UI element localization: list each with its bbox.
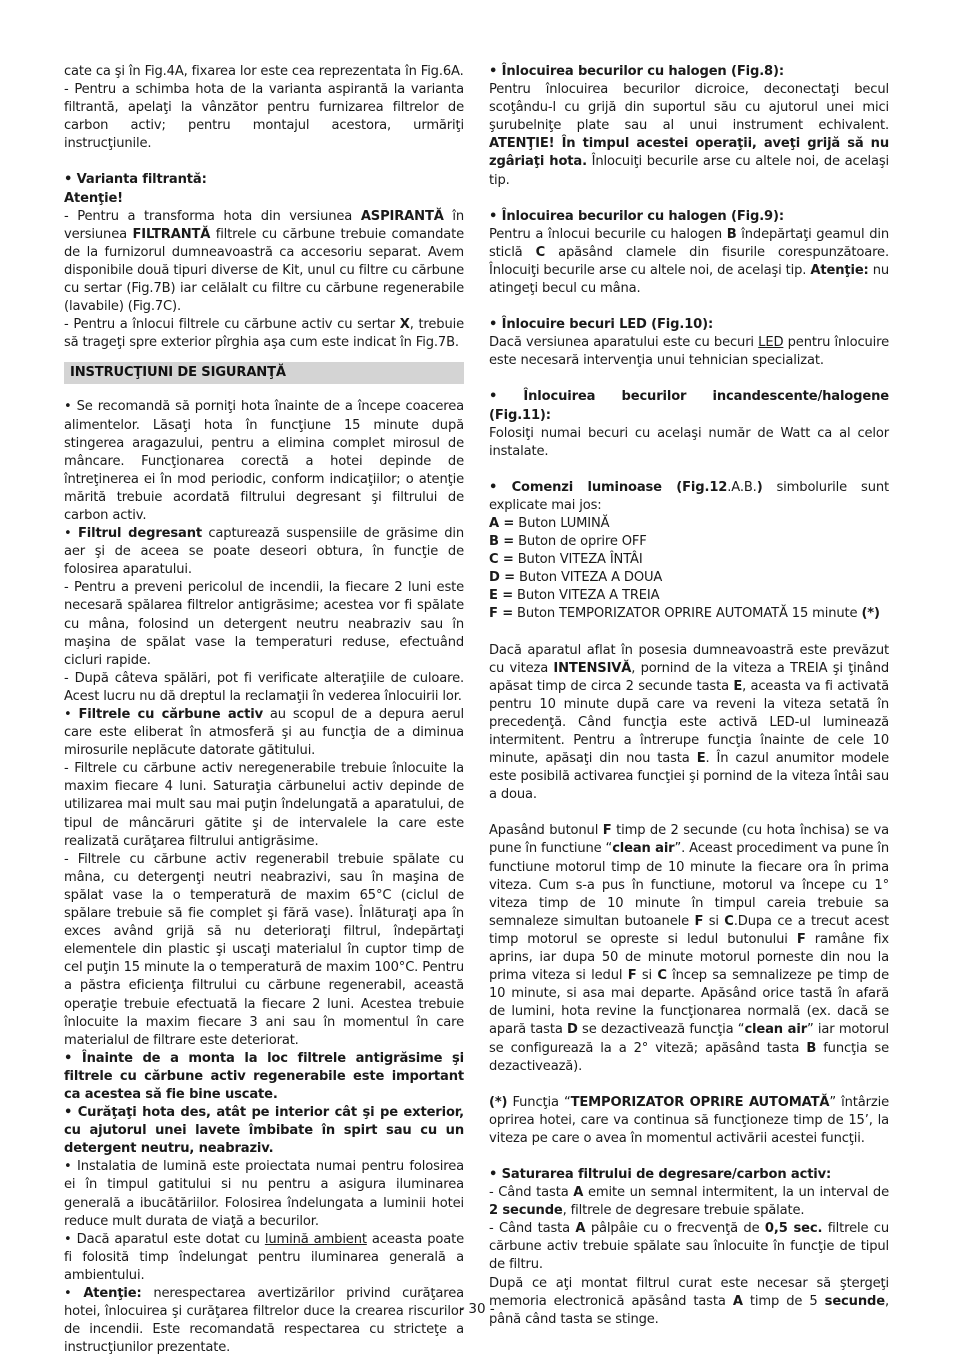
paragraph: - Pentru a preveni pericolul de incendii, la fiecare 2 luni este necesară spălarea filtrelor antigrăsime; acestea vor fi spălate cu mâna, folosind un detergent neutru neabraziv sau în maşina de spălat vase la temperaturi reduse, efectuând cicluri rapide. bbox=[64, 580, 464, 668]
section-title: • Înlocuire becuri LED (Fig.10): bbox=[489, 317, 714, 333]
paragraph: Pentru a înlocui becurile cu halogen B îndepărtaţi geamul din sticlă C apăsând clamele din fisurile corespunzătoare. Înlocuiţi becurile arse cu altele noi, de acelaşi tip. Atenţie: nu atingeţi becul cu mâna. bbox=[489, 226, 889, 297]
paragraph: După ce aţi montat filtrul curat este necesar să ştergeţi memoria electronică apăsând tasta A timp de 5 secunde, până când tasta se stinge. bbox=[489, 1275, 889, 1327]
paragraph: cate ca şi în Fig.4A, fixarea lor este cea reprezentata în Fig.6A. bbox=[64, 64, 464, 79]
paragraph: - Pentru a înlocui filtrele cu cărbune activ cu sertar X, trebuie să trageţi spre exterior pîrghia aşa cum este indicat în Fig.7B. bbox=[64, 317, 464, 351]
safety-heading: INSTRUCŢIUNI DE SIGURANŢĂ bbox=[64, 362, 464, 384]
section-title: • Înlocuirea becurilor incandescente/halogene (Fig.11): bbox=[489, 389, 889, 423]
paragraph: • Instalatia de lumină este proiectata numai pentru folosirea ei în timpul gatitului si nu pentru a asigura iluminarea generală a ibucătăriilor. Folosirea îndelungata a luminii hotei reduce mult durata de viaţă a becurilor. bbox=[64, 1159, 464, 1229]
paragraph: - Filtrele cu cărbune activ regenerabil trebuie spălate cu mâna, cu detergenţi neutri neabrazivi, sau în maşina de spălat vase la o temperatură de maxim 65°C (ciclul de spălare trebuie să fie complet şi fără vase). Înlăturaţi apa în exces având grijă să nu deterioraţi filtrul, îndepărtaţi elementele din plastic şi uscaţi materialul în cuptor timp de cel puţin 15 minute la o temperatură de maxim 100°C. Pentru a păstra eficienţa filtrului cu cărbune regenerabil, această operaţie trebuie efectuată la fiecare 2 luni. Acestea trebuie înlocuite la maxim fiecare 3 ani sau în momentul în care materialul de filtrare este deteriorat. bbox=[64, 851, 464, 1048]
button-legend-item: F = Buton TEMPORIZATOR OPRIRE AUTOMATĂ 15 minute (*) bbox=[489, 606, 880, 622]
paragraph: - Când tasta A emite un semnal intermitent, la un interval de 2 secunde, filtrele de degresare trebuie spălate. bbox=[489, 1185, 889, 1219]
button-legend-item: B = Buton de oprire OFF bbox=[489, 534, 647, 550]
paragraph: - Pentru a transforma hota din versiunea ASPIRANTĂ în versiunea FILTRANTĂ filtrele cu cărbune trebuie comandate de la furnizorul dumneavoastră ca accesoriu separat. Avem disponibile două tipuri diverse de Kit, unul cu filtre cu cărbune cu sertar (Fig.7B) iar celălalt cu filtre cu cărbune regenerabile (lavabile) (Fig.7C). bbox=[64, 208, 465, 315]
paragraph: • Curăţaţi hota des, atât pe interior cât şi pe exterior, cu ajutorul unei lavete îmbibate în spirt sau cu un detergent neutru, neabraziv. bbox=[64, 1105, 464, 1157]
left-column bbox=[64, 63, 464, 1357]
paragraph: Dacă versiunea aparatului este cu becuri LED pentru înlocuire este necesară intervenţia unui tehnician specializat. bbox=[489, 335, 889, 369]
right-column bbox=[489, 63, 889, 1329]
filter-variant-attention: Atenţie! bbox=[64, 190, 123, 206]
paragraph: • Atenţie: nerespectarea avertizărilor privind curăţarea hotei, înlocuirea şi curăţarea filtrelor duce la crearea riscurilor de incendii. Este recomandată respectarea cu stricteţe a instrucţiunilor prezentate. bbox=[64, 1286, 464, 1356]
paragraph: • Filtrele cu cărbune activ au scopul de a depura aerul care este eliberat în atmosferă şi au funcţia de a diminua mirosurile neplăcute datorate gătitului. bbox=[64, 707, 464, 759]
section-title: • Înlocuirea becurilor cu halogen (Fig.9): bbox=[489, 208, 784, 224]
button-legend-item: C = Buton VITEZA ÎNTÂI bbox=[489, 552, 643, 568]
paragraph: - Filtrele cu cărbune activ neregenerabile trebuie înlocuite la maxim fiecare 4 luni. Saturaţia cărbunelui activ depinde de utilizarea mai mult sau mai puţin îndelungată a aparatului, de tipul de mâncăruri gătite şi de intervalele la care este realizată curăţarea filtrului antigrăsime. bbox=[64, 761, 464, 849]
filter-variant-title: • Varianta filtrantă: bbox=[64, 172, 207, 188]
paragraph: Dacă aparatul aflat în posesia dumneavoastră este prevăzut cu viteza INTENSIVĂ, pornind de la viteza a TREIA şi ţinând apăsat timp de circa 2 secunde tasta E, aceasta va fi activată pentru 10 minute după care va reveni la viteza setată în precedenţă. Când funcţia este activă LED-ul luminează intermitent. Pentru a întrerupe funcţia înainte de cele 10 minute, apăsaţi din nou tasta E. În cazul anumitor modele este posibilă activarea funcţiei şi pornind de la viteza întâi sau a doua. bbox=[489, 642, 890, 803]
page-number: - 30 - bbox=[459, 1301, 495, 1317]
paragraph: - După câteva spălări, pot fi verificate alteraţiile de culoare. Acest lucru nu dă dreptul la reclamaţii în vederea înlocuirii lor. bbox=[64, 670, 464, 704]
button-legend-item: A = Buton LUMINĂ bbox=[489, 515, 610, 531]
button-legend-item: E = Buton VITEZA A TREIA bbox=[489, 588, 660, 604]
paragraph: • Comenzi luminoase (Fig.12.A.B.) simbolurile sunt explicate mai jos: bbox=[489, 479, 889, 513]
button-legend-item: D = Buton VITEZA A DOUA bbox=[489, 570, 663, 586]
paragraph: • Filtrul degresant capturează suspensiile de grăsime din aer şi de aceea se poate deseori obtura, în funcţie de folosirea aparatului. bbox=[64, 526, 465, 578]
paragraph: Pentru înlocuirea becurilor dicroice, deconectaţi becul scoţându-l cu grijă din suportul său cu ajutorul unei mici şurubelniţe plate sau al unui instrument echivalent. ATENŢIE! În timpul acestei operaţii, aveţi grijă să nu zgâriaţi hota. Înlocuiţi becurile arse cu altele noi, de acelaşi tip. bbox=[489, 82, 889, 188]
paragraph: Folosiţi numai becuri cu acelaşi număr de Watt ca al celor instalate. bbox=[489, 425, 889, 459]
section-title: • Înlocuirea becurilor cu halogen (Fig.8): bbox=[489, 64, 784, 79]
paragraph: - Când tasta A pâlpâie cu o frecvenţă de 0,5 sec. filtrele cu cărbune activ trebuie spălate sau înlocuite în funcţie de tipul de filtru. bbox=[489, 1221, 890, 1273]
paragraph: (*) Funcţia “TEMPORIZATOR OPRIRE AUTOMATĂ” întârzie oprirea hotei, care va continua să funcţioneze timp de 15’, la viteza pe care o avea în momentul activării acestei funcţii. bbox=[489, 1094, 889, 1146]
paragraph: • Dacă aparatul este dotat cu lumină ambient aceasta poate fi folosită timp îndelungat pentru iluminarea generală a ambientului. bbox=[64, 1231, 464, 1283]
paragraph: - Pentru a schimba hota de la varianta aspirantă la varianta filtrantă, apelaţi la vânzător pentru furnizarea filtrelor de carbon activ; pentru montajul acestora, urmăriţi instrucţiunile. bbox=[64, 82, 464, 152]
section-title: • Saturarea filtrului de degresare/carbon activ: bbox=[489, 1166, 832, 1182]
paragraph: Apasând butonul F timp de 2 secunde (cu hota închisa) se va pune în functiune “clean air”. Aceast procediment va pune în functiune motorul timp de 10 minute la fiecare ora în prima viteza. Cum s-a pus în functiune, motorul va începe cu 1° viteza timp de 10 minute în timpul careia trebuie sa semnaleze simultan butoanele F si C.Dupa ce a trecut acest timp motorul se opreste si ledul butonului F ramâne fix aprins, iar dupa 50 de minute motorul porneste din nou la prima viteza si ledul F si C încep sa semnalizeze pe timp de 10 minute, si asa mai departe. Apăsând orice tastă în afară de lumini, hota revine la funcţionarea normală (ex. dacă se apară tasta D se dezactivează funcţia “clean air” iar motorul se configurează la a 2° viteză; apăsând tasta B funcţia se dezactivează). bbox=[489, 823, 890, 1074]
paragraph: • Înainte de a monta la loc filtrele antigrăsime şi filtrele cu cărbune activ regenerabile este important ca acestea să fie bine uscate. bbox=[64, 1050, 464, 1102]
paragraph: • Se recomandă să porniţi hota înainte de a începe coacerea alimentelor. Lăsaţi hota în funcţiune 15 minute după stingerea aragazului, pentru a elimina complet mirosul de mâncare. Funcţionarea corectă a hotei depinde de întreţinerea ei în mod periodic, conform indicaţiilor; o atenţie mărită trebuie acordată filtrului degresant şi filtrului de carbon activ. bbox=[64, 399, 464, 523]
